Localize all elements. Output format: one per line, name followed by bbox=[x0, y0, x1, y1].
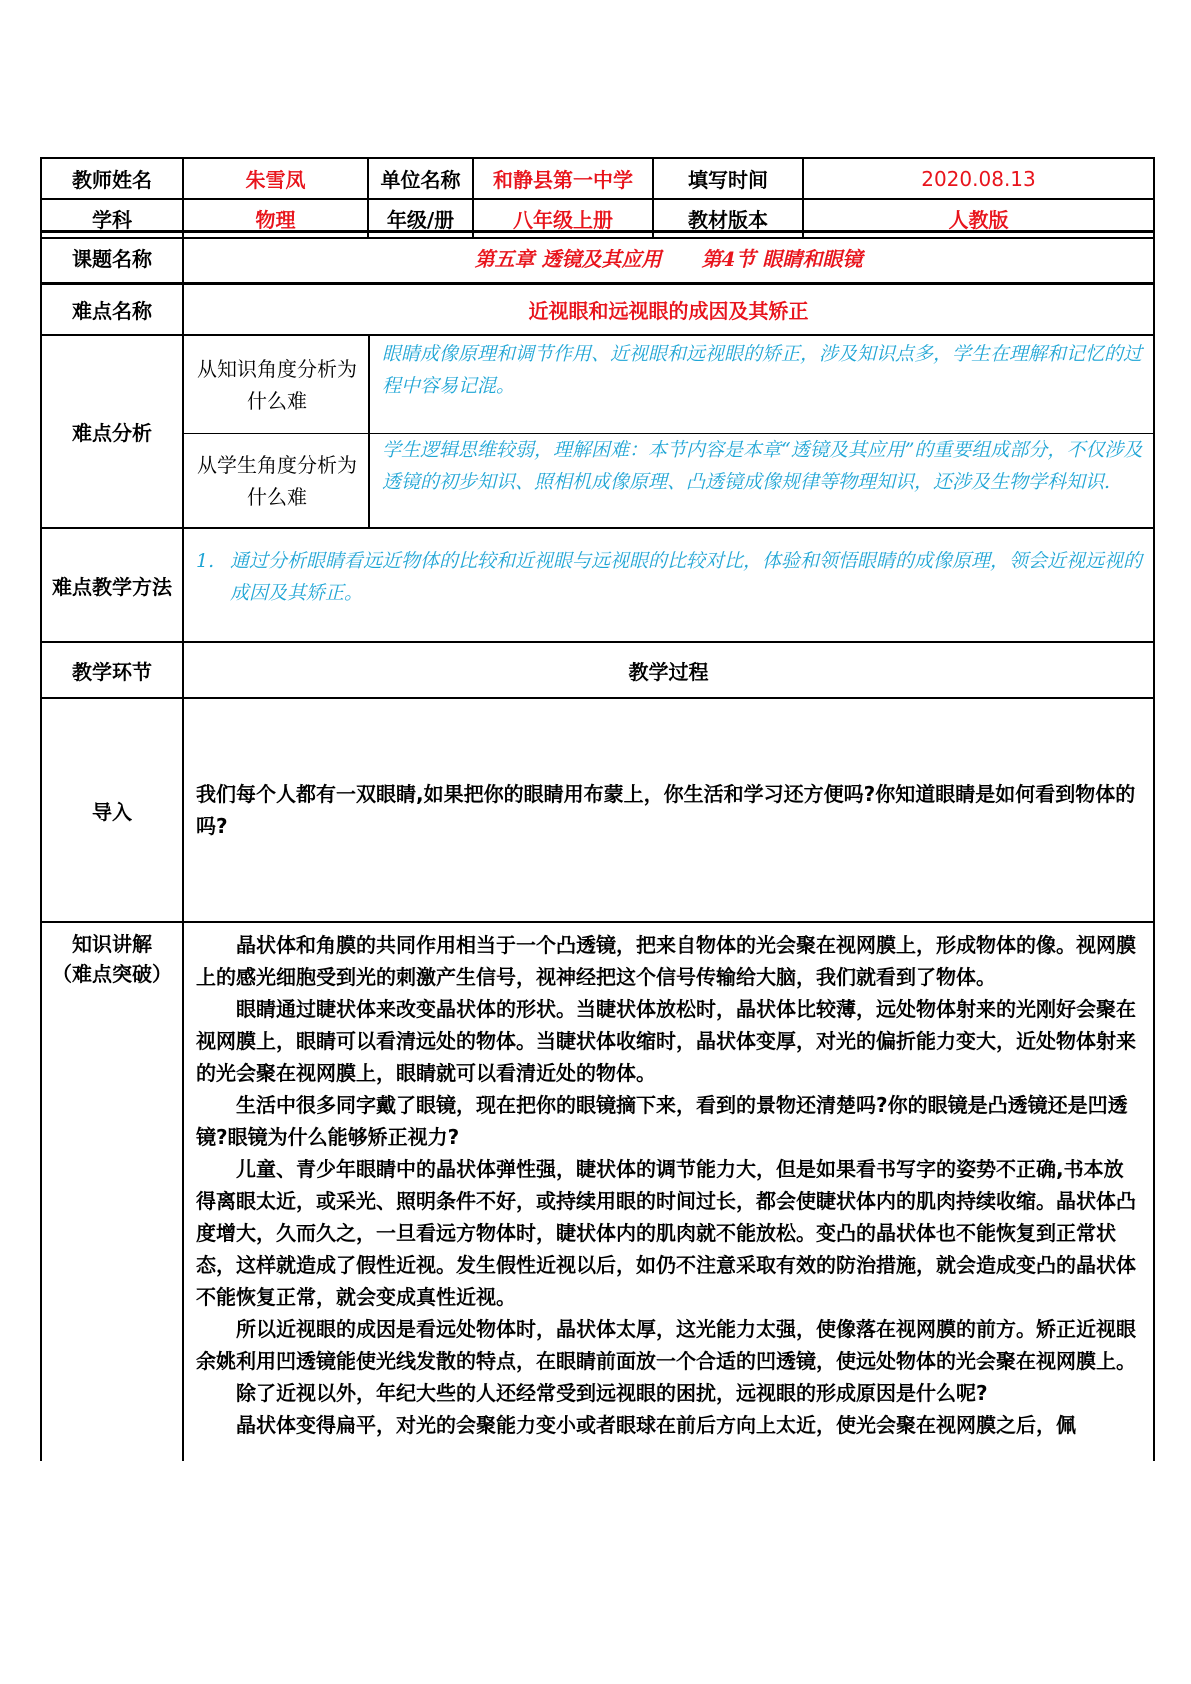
student-angle-text bbox=[368, 433, 1153, 527]
analysis-label bbox=[42, 336, 182, 527]
method-number: 1. bbox=[196, 550, 215, 572]
difficulty-label bbox=[42, 285, 182, 334]
knowledge-angle-text-content: 眼睛成像原理和调节作用、近视眼和远视眼的矫正，涉及知识点多，学生在理解和记忆的过程中容易记混。 bbox=[382, 343, 1143, 397]
row-intro bbox=[40, 697, 1155, 923]
method-text-content: 通过分析眼睛看远近物体的比较和近视眼与远视眼的比较对比，体验和领悟眼睛的成像原理，领会近视远视的成因及其矫正。 bbox=[230, 550, 1143, 604]
teacher-value-text: 朱雪凤 bbox=[245, 168, 306, 192]
knowledge-paragraph: 眼睛通过睫状体来改变晶状体的形状。当睫状体放松时，晶状体比较薄，远处物体射来的光刚好会聚在视网膜上，眼睛可以看清远处的物体。当睫状体收缩时，晶状体变厚，对光的偏折能力变大，近处物体射来的光会聚在视网膜上，眼睛就可以看清近处的物体。 bbox=[196, 997, 1136, 1085]
topic-label bbox=[42, 233, 182, 282]
row-topic bbox=[40, 230, 1155, 284]
teacher-label-text: 教师姓名 bbox=[72, 168, 152, 192]
knowledge-angle-text bbox=[368, 336, 1153, 434]
knowledge-angle-label-text: 从知识角度分析为什么难 bbox=[197, 357, 357, 413]
row-method bbox=[40, 527, 1155, 643]
method-label bbox=[42, 529, 182, 641]
teacher-label bbox=[42, 159, 182, 198]
topic-section: 第4节 眼睛和眼镜 bbox=[701, 247, 863, 271]
process-label bbox=[42, 643, 182, 697]
intro-text bbox=[182, 699, 1153, 921]
teacher-value bbox=[182, 159, 367, 198]
date-label-text: 填写时间 bbox=[688, 168, 768, 192]
date-value bbox=[802, 159, 1153, 198]
knowledge-paragraph: 所以近视眼的成因是看远处物体时，晶状体太厚，这光能力太强，使像落在视网膜的前方。矫正近视眼余姚利用凹透镜能使光线发散的特点，在眼睛前面放一个合适的凹透镜，使远处物体的光会聚在视网膜上。 bbox=[196, 1317, 1136, 1373]
subject-value-text: 物理 bbox=[255, 208, 296, 232]
method-label-text: 难点教学方法 bbox=[52, 574, 172, 599]
process-value bbox=[182, 643, 1153, 697]
analysis-label-text: 难点分析 bbox=[72, 421, 152, 445]
knowledge-paragraph: 儿童、青少年眼睛中的晶状体弹性强，睫状体的调节能力大，但是如果看书写字的姿势不正确,书本放得离眼太近，或采光、照明条件不好，或持续用眼的时间过长，都会使睫状体内的肌肉持续收缩。晶状体凸度增大，久而久之，一旦看远方物体时，睫状体内的肌肉就不能放松。变凸的晶状体也不能恢复到正常状态，这样就造成了假性近视。发生假性近视以后，如仍不注意采取有效的防治措施，就会造成变凸的晶状体不能恢复正常，就会变成真性近视。 bbox=[196, 1157, 1136, 1309]
subject-label-text: 学科 bbox=[92, 208, 132, 232]
row-analysis bbox=[40, 334, 1155, 529]
intro-text-content: 我们每个人都有一双眼睛,如果把你的眼睛用布蒙上，你生活和学习还方便吗?你知道眼睛是如何看到物体的吗? bbox=[196, 782, 1136, 838]
topic-chapter: 第五章 透镜及其应用 bbox=[474, 247, 662, 271]
knowledge-paragraph: 晶状体变得扁平，对光的会聚能力变小或者眼球在前后方向上太近，使光会聚在视网膜之后，佩 bbox=[236, 1413, 1076, 1437]
edition-label-text: 教材版本 bbox=[688, 208, 768, 232]
difficulty-value bbox=[182, 285, 1153, 334]
knowledge-paragraph: 生活中很多同字戴了眼镜，现在把你的眼镜摘下来，看到的景物还清楚吗?你的眼镜是凸透镜还是凹透镜?眼镜为什么能够矫正视力? bbox=[196, 1093, 1128, 1149]
intro-label-text: 导入 bbox=[92, 799, 132, 824]
unit-value bbox=[472, 159, 652, 198]
difficulty-value-text: 近视眼和远视眼的成因及其矫正 bbox=[528, 299, 809, 323]
row-process-header bbox=[40, 641, 1155, 699]
knowledge-paragraph: 晶状体和角膜的共同作用相当于一个凸透镜，把来自物体的光会聚在视网膜上，形成物体的像。视网膜上的感光细胞受到光的刺激产生信号，视神经把这个信号传输给大脑，我们就看到了物体。 bbox=[196, 933, 1136, 989]
row-teacher bbox=[40, 157, 1155, 200]
row-knowledge bbox=[40, 921, 1155, 1461]
difficulty-label-text: 难点名称 bbox=[72, 299, 152, 323]
student-angle-text-content: 学生逻辑思维较弱，理解困难：本节内容是本章“透镜及其应用”的重要组成部分，不仅涉及透镜的初步知识、照相机成像原理、凸透镜成像规律等物理知识，还涉及生物学科知识. bbox=[382, 439, 1143, 493]
grade-value-text: 八年级上册 bbox=[513, 208, 613, 232]
unit-label bbox=[367, 159, 472, 198]
edition-value-text: 人教版 bbox=[948, 208, 1009, 232]
unit-label-text: 单位名称 bbox=[380, 168, 461, 192]
unit-value-text: 和静县第一中学 bbox=[493, 168, 633, 192]
topic-label-text: 课题名称 bbox=[72, 247, 152, 271]
process-value-text: 教学过程 bbox=[628, 659, 709, 684]
knowledge-angle-label bbox=[182, 336, 370, 434]
intro-label bbox=[42, 699, 182, 921]
date-value-text: 2020.08.13 bbox=[921, 166, 1036, 191]
method-text bbox=[182, 529, 1153, 641]
student-angle-label-text: 从学生角度分析为什么难 bbox=[197, 452, 357, 509]
student-angle-label bbox=[182, 433, 370, 527]
date-label bbox=[652, 159, 802, 198]
knowledge-label-line2: （难点突破） bbox=[52, 962, 172, 986]
grade-label-text: 年级/册 bbox=[386, 208, 455, 232]
process-label-text: 教学环节 bbox=[72, 659, 152, 684]
topic-value bbox=[182, 233, 1153, 282]
knowledge-label bbox=[42, 923, 182, 1461]
knowledge-text bbox=[182, 923, 1153, 1461]
knowledge-paragraph: 除了近视以外，年纪大些的人还经常受到远视眼的困扰，远视眼的形成原因是什么呢? bbox=[236, 1381, 988, 1405]
row-difficulty bbox=[40, 282, 1155, 336]
knowledge-label-line1: 知识讲解 bbox=[72, 932, 152, 956]
